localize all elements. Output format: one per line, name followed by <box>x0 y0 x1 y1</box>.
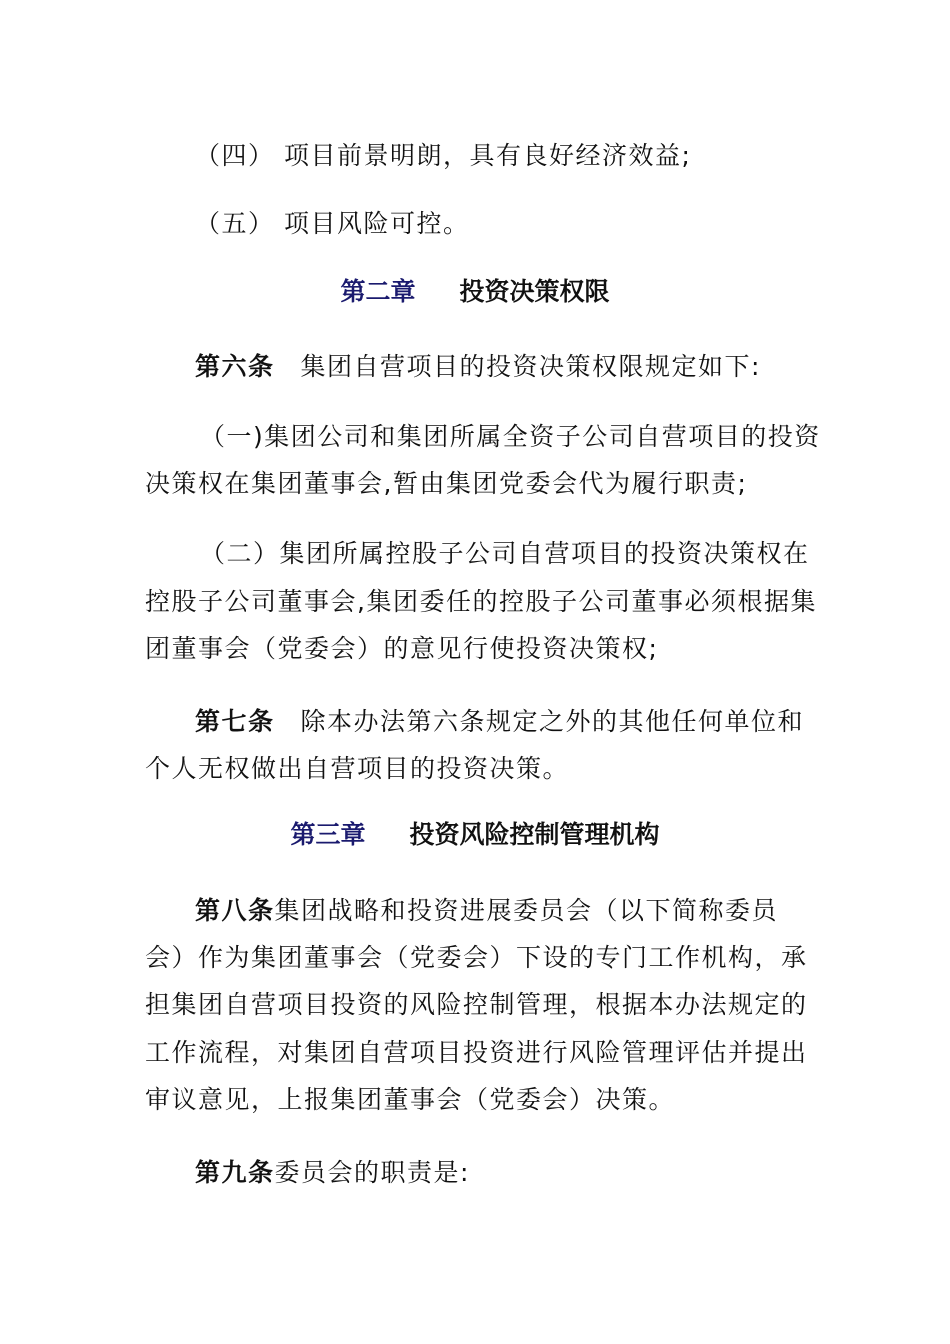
chapter-3-title: 投资风险控制管理机构 <box>409 820 660 849</box>
chapter-2-title: 投资决策权限 <box>459 277 610 306</box>
chapter-2-heading <box>0 275 950 309</box>
article-6-sub2-line1: （二）集团所属控股子公司自营项目的投资决策权在 <box>200 539 810 568</box>
article-8-line5: 审议意见，上报集团董事会（党委会）决策。 <box>145 1085 676 1114</box>
article-8-label: 第八条 <box>195 896 275 925</box>
chapter-3-heading <box>0 818 950 852</box>
article-8-line3: 担集团自营项目投资的风险控制管理，根据本办法规定的 <box>145 990 808 1019</box>
article-7-line2: 个人无权做出自营项目的投资决策。 <box>145 754 570 783</box>
article-8-line4: 工作流程，对集团自营项目投资进行风险管理评估并提出 <box>145 1038 808 1067</box>
item-4: （四） 项目前景明朗，具有良好经济效益; <box>195 141 692 170</box>
article-7-label: 第七条 <box>195 707 275 736</box>
item-5: （五） 项目风险可控。 <box>195 209 470 238</box>
article-6-label: 第六条 <box>195 352 275 381</box>
article-6 <box>195 350 895 384</box>
article-6-sub2-line3: 团董事会（党委会）的意见行使投资决策权; <box>145 634 659 663</box>
article-6-sub2-line2: 控股子公司董事会,集团委任的控股子公司董事必须根据集 <box>145 587 817 616</box>
article-8-text: 集团战略和投资进展委员会（以下简称委员 <box>274 896 779 925</box>
article-8-line2: 会）作为集团董事会（党委会）下设的专门工作机构，承 <box>145 943 808 972</box>
chapter-2-number: 第二章 <box>340 277 416 306</box>
article-9 <box>195 1156 895 1190</box>
article-7-text: 除本办法第六条规定之外的其他任何单位和 <box>300 707 805 736</box>
article-7-line1 <box>195 705 895 739</box>
article-6-text: 集团自营项目的投资决策权限规定如下: <box>300 352 761 381</box>
article-9-text: 委员会的职责是: <box>274 1158 470 1187</box>
article-8-line1 <box>195 894 895 928</box>
chapter-3-number: 第三章 <box>290 820 366 849</box>
article-6-sub1-line1: （一)集团公司和集团所属全资子公司自营项目的投资 <box>200 422 821 451</box>
article-9-label: 第九条 <box>195 1158 275 1187</box>
article-6-sub1-line2: 决策权在集团董事会,暂由集团党委会代为履行职责; <box>145 469 748 498</box>
